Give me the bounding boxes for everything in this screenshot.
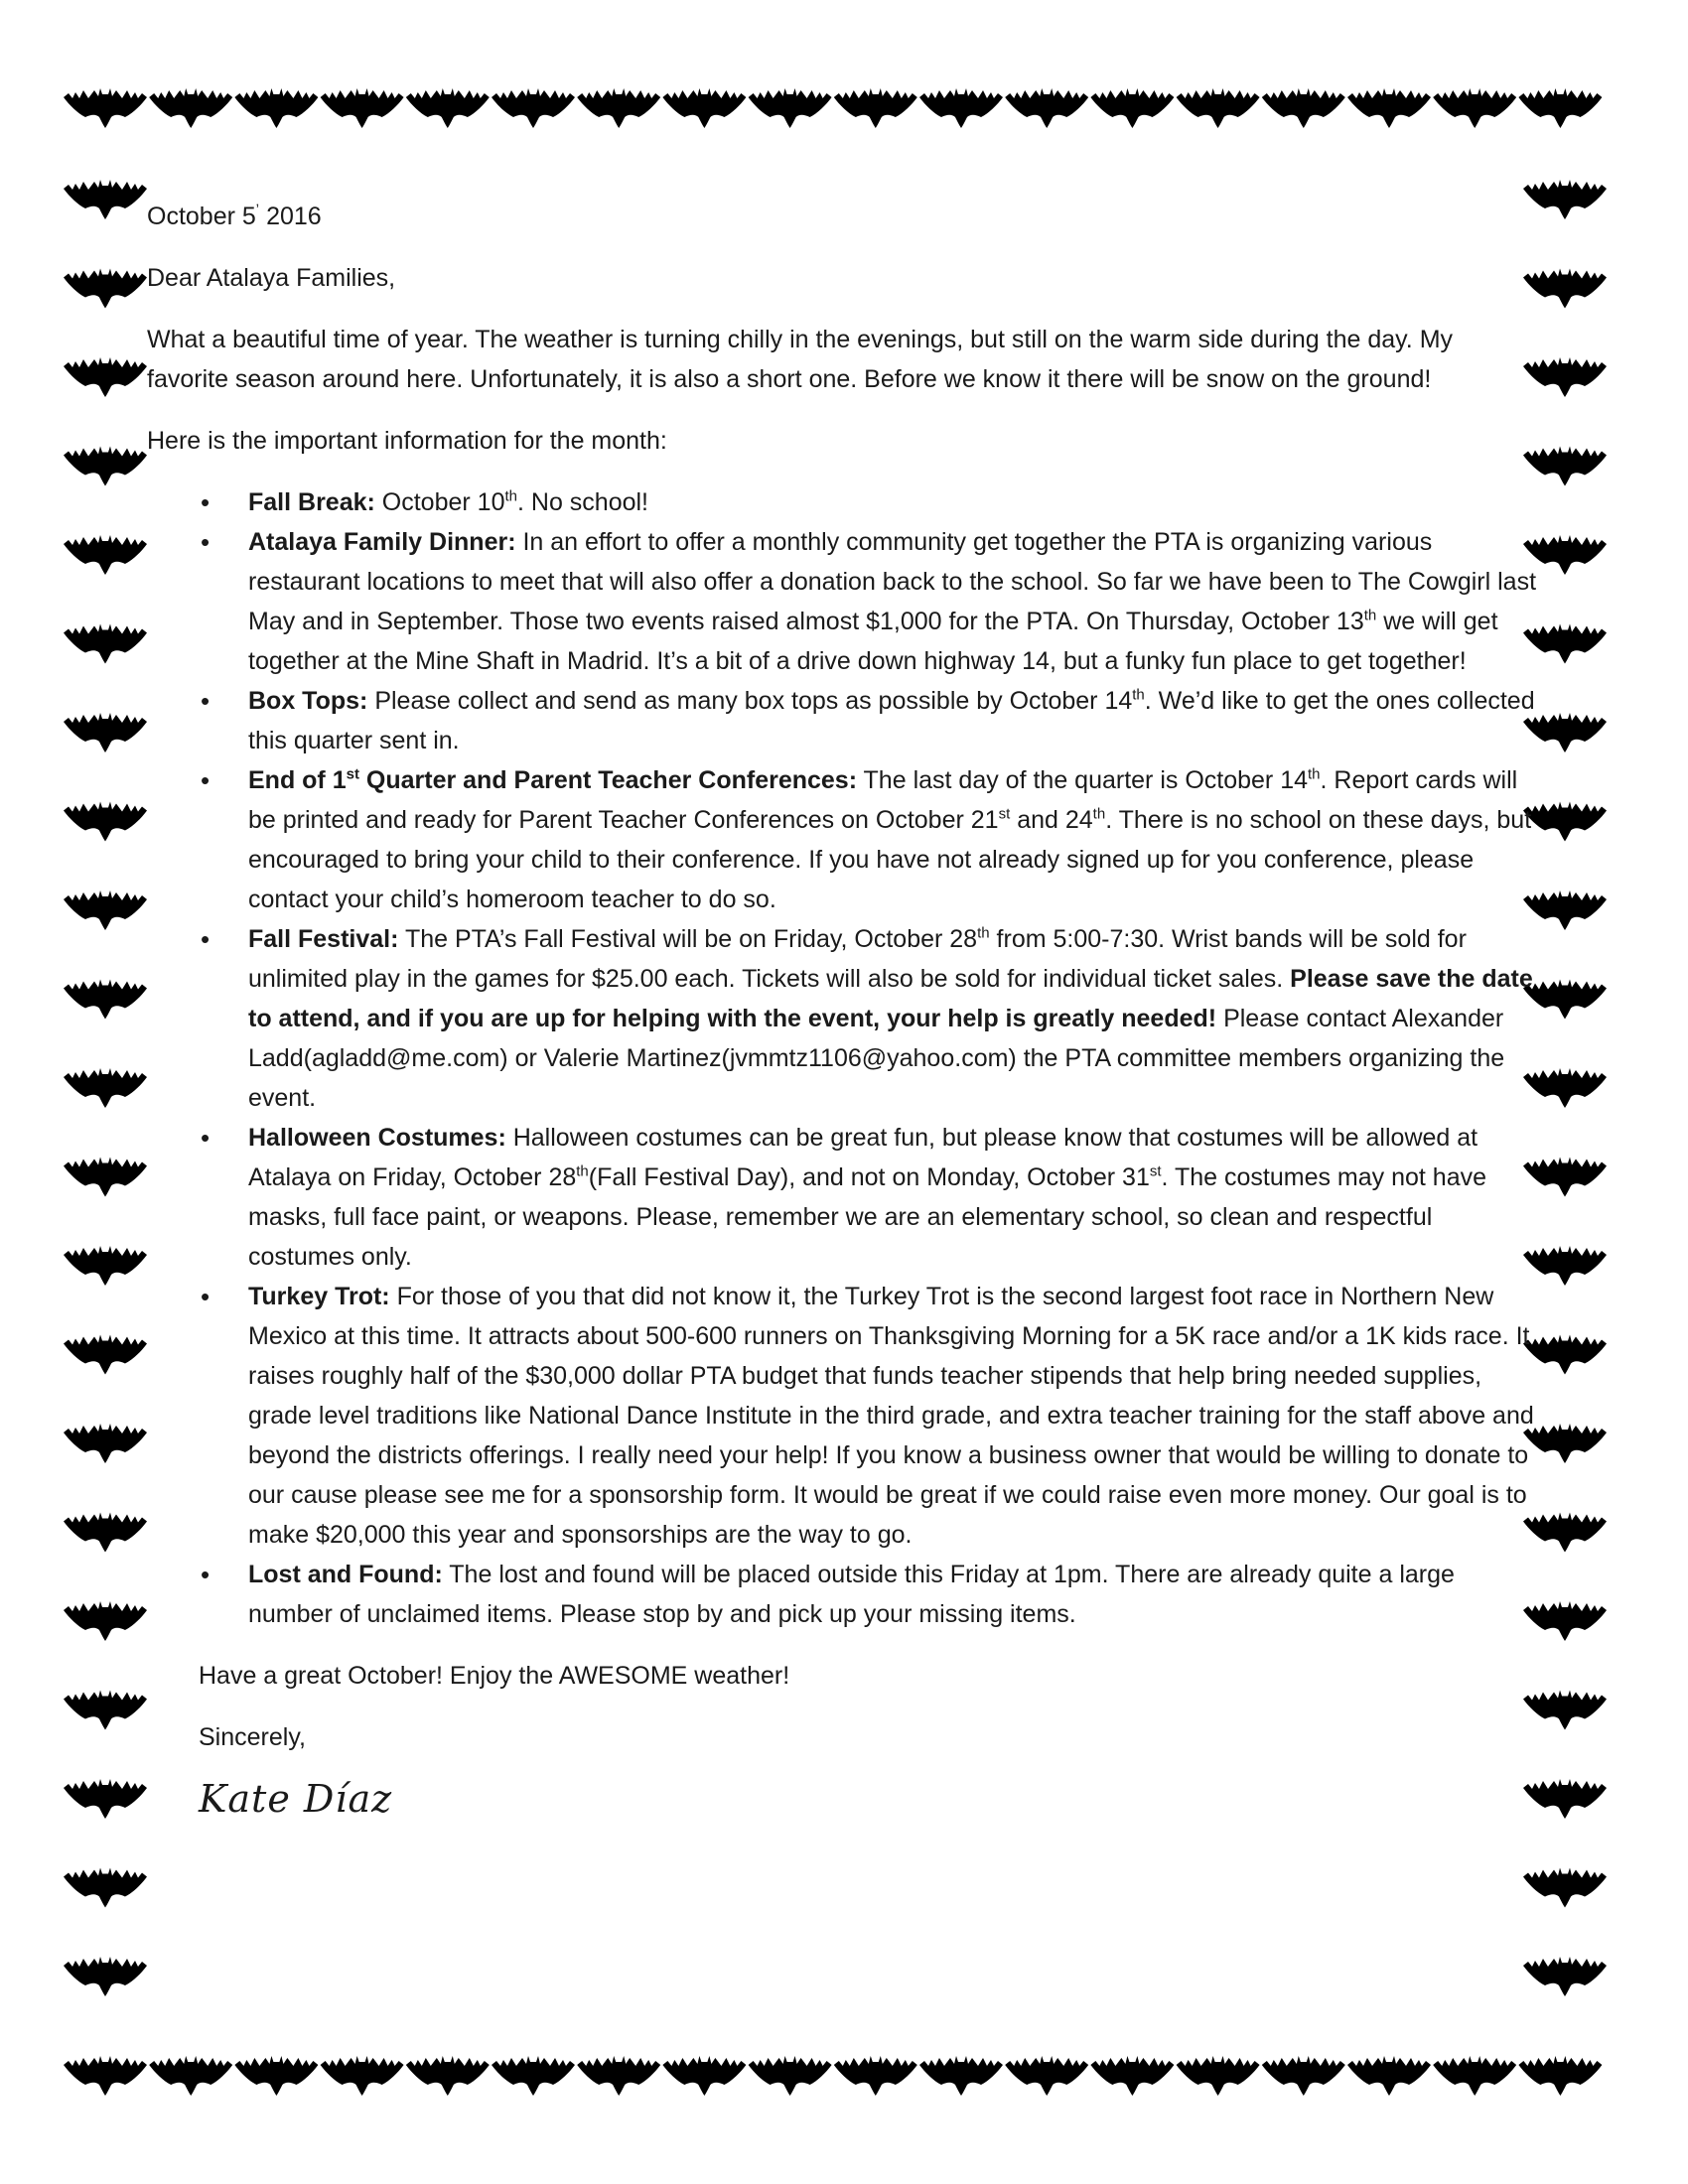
bat-icon [662, 88, 746, 128]
bat-icon [64, 802, 147, 842]
text-run: (Fall Festival Day), and not on Monday, October 31 [588, 1163, 1150, 1191]
bat-icon [149, 88, 232, 128]
bat-icon [1005, 2056, 1088, 2096]
text-run: we will get together at the Mine Shaft in Madrid. It’s a bit of a drive down highway 14, but a funky fun place to get together! [248, 608, 1498, 675]
bat-icon [492, 2056, 575, 2096]
superscript: st [998, 805, 1011, 823]
text-run: from 5:00-7:30. Wrist bands will be sold for unlimited play in the games for $25.00 each. Tickets will also be sold for individual ticket sales. [248, 925, 1467, 993]
list-item [248, 760, 1537, 919]
text-run: . We’d like to get the ones collected this quarter sent in. [248, 687, 1535, 754]
item-label: Atalaya Family Dinner: [248, 528, 516, 556]
bat-icon [1262, 2056, 1345, 2096]
bat-icon [64, 1691, 147, 1730]
bat-icon [64, 713, 147, 752]
bat-icon [662, 2056, 746, 2096]
bat-icon [834, 2056, 917, 2096]
superscript: th [1363, 607, 1377, 624]
bat-icon [1518, 2056, 1602, 2096]
bat-icon [64, 1868, 147, 1908]
text-run: For those of you that did not know it, the Turkey Trot is the second largest foot race in Northern New Mexico at this time. It attracts about 500-600 runners on Thanksgiving Morning for a 5K race and/or a 1K kids race. It raises roughly half of the $30,000 dollar PTA budget that funds teacher stipends that help bring needed supplies, grade level traditions like National Dance Institute in the third grade, and extra teacher training for the staff above and beyond the districts offerings. I really need your help! If you know a business owner that would be willing to donate to our cause please see me for a sponsorship form. It would be great if we could raise even more money. Our goal is to make $20,000 this year and sponsorships are the way to go. [248, 1283, 1534, 1549]
bat-icon [834, 88, 917, 128]
text-run: October 10 [374, 488, 505, 516]
list-item [248, 482, 1537, 522]
bat-icon [64, 2056, 147, 2096]
item-label: Turkey Trot: [248, 1283, 390, 1310]
bat-icon [321, 2056, 404, 2096]
text-run: Please contact Alexander Ladd(agladd@me.com) or Valerie Martinez(jvmmtz1106@yahoo.com) the PTA committee members organizing the event. [248, 1005, 1505, 1112]
bat-icon [64, 1779, 147, 1819]
bat-icon [234, 88, 318, 128]
text-run: . No school! [517, 488, 649, 516]
superscript: th [576, 1162, 589, 1180]
item-label: Lost and Found: [248, 1561, 443, 1588]
bat-icon [1523, 1957, 1607, 1996]
bat-icon [577, 2056, 660, 2096]
bat-icon [64, 1068, 147, 1108]
text-run: . The costumes may not have masks, full face paint, or weapons. Please, remember we are an elementary school, so clean and respectful costumes only. [248, 1163, 1487, 1271]
list-item [248, 1118, 1537, 1277]
bat-icon [577, 88, 660, 128]
bat-icon [149, 2056, 232, 2096]
item-label: Fall Break: [248, 488, 375, 516]
letter-date: October $5^ʼ$ 2016 [147, 202, 322, 230]
bat-icon [64, 890, 147, 930]
bat-icon [64, 980, 147, 1020]
superscript: th [1308, 765, 1321, 783]
list-item [248, 681, 1537, 760]
bat-icon [1005, 88, 1088, 128]
bat-icon [1347, 2056, 1431, 2096]
text-run: . There is no school on these days, but encouraged to bring your child to their conference. If you have not already signed up for you conference, please contact your child’s homeroom teacher to do so. [248, 806, 1532, 913]
list-item [248, 1277, 1537, 1555]
bat-icon [64, 269, 147, 309]
text-run: The PTA’s Fall Festival will be on Friday, October 28 [398, 925, 978, 953]
bat-icon [749, 2056, 832, 2096]
bat-icon [1090, 88, 1174, 128]
bat-icon [64, 88, 147, 128]
item-label [248, 766, 857, 794]
superscript: th [1132, 686, 1145, 704]
text-run: The lost and found will be placed outside this Friday at 1pm. There are already quite a large number of unclaimed items. Please stop by and pick up your missing items. [248, 1561, 1455, 1628]
bat-icon [1177, 2056, 1260, 2096]
bat-icon [406, 2056, 490, 2096]
list-item [248, 522, 1537, 681]
bat-icon [1262, 88, 1345, 128]
superscript: st [1149, 1162, 1162, 1180]
superscript: th [1092, 805, 1106, 823]
bat-icon [1518, 88, 1602, 128]
bat-icon [1523, 1868, 1607, 1908]
bat-icon [406, 88, 490, 128]
info-list [147, 482, 1537, 1634]
bat-icon [234, 2056, 318, 2096]
bat-icon [64, 624, 147, 664]
text-run: and 24 [1010, 806, 1093, 834]
list-item [248, 1555, 1537, 1634]
bat-icon [1090, 2056, 1174, 2096]
text-run: Please collect and send as many box tops as possible by October 14 [367, 687, 1133, 715]
item-label: Fall Festival: [248, 925, 399, 953]
bat-icon [64, 1158, 147, 1197]
bat-icon [64, 180, 147, 219]
bat-icon [64, 1513, 147, 1553]
superscript: th [977, 924, 990, 942]
letter-body [147, 197, 1537, 1819]
salutation: Dear Atalaya Families, [147, 264, 396, 292]
superscript: st [346, 765, 359, 783]
bat-icon [64, 1335, 147, 1375]
bat-icon [492, 88, 575, 128]
bat-icon [1177, 88, 1260, 128]
closing-line: Have a great October! Enjoy the AWESOME weather! [199, 1662, 790, 1690]
text-run: . Report cards will be printed and ready for Parent Teacher Conferences on October 21 [248, 766, 1518, 834]
item-label: Box Tops: [248, 687, 368, 715]
bat-icon [321, 88, 404, 128]
bat-icon [64, 357, 147, 397]
bat-icon [1433, 88, 1516, 128]
bat-icon [749, 88, 832, 128]
superscript: th [504, 487, 517, 505]
signoff: Sincerely, [199, 1723, 306, 1751]
bat-icon [1347, 88, 1431, 128]
intro-paragraph: What a beautiful time of year. The weather is turning chilly in the evenings, but still on the warm side during the day. My favorite season around here. Unfortunately, it is also a short one. Before we know it there will be snow on the ground! [147, 326, 1454, 393]
bat-icon [64, 535, 147, 575]
bat-icon [64, 1246, 147, 1286]
text-run: The last day of the quarter is October 14 [857, 766, 1309, 794]
bat-icon [64, 447, 147, 486]
bat-icon [919, 88, 1003, 128]
bold-run: Please save the date to attend, and if you are up for helping with the event, your help is greatly needed! [248, 965, 1533, 1032]
bat-icon [64, 1601, 147, 1641]
text-run: End of 1 [248, 766, 347, 794]
item-label: Halloween Costumes: [248, 1124, 506, 1152]
text-run: In an effort to offer a monthly community get together the PTA is organizing various restaurant locations to meet that will also offer a donation back to the school. So far we have been to The Cowgirl last May and in September. Those two events raised almost $1,000 for the PTA. On Thursday, October 13 [248, 528, 1537, 635]
bat-icon [64, 1957, 147, 1996]
bat-icon [64, 1424, 147, 1463]
list-item [248, 919, 1537, 1118]
signature: Kate Díaz [199, 1777, 393, 1821]
bat-icon [919, 2056, 1003, 2096]
bat-icon [1433, 2056, 1516, 2096]
text-run: Halloween costumes can be great fun, but please know that costumes will be allowed at Atalaya on Friday, October 28 [248, 1124, 1478, 1191]
text-run: Quarter and Parent Teacher Conferences: [358, 766, 858, 794]
lead-sentence: Here is the important information for the month: [147, 427, 667, 455]
